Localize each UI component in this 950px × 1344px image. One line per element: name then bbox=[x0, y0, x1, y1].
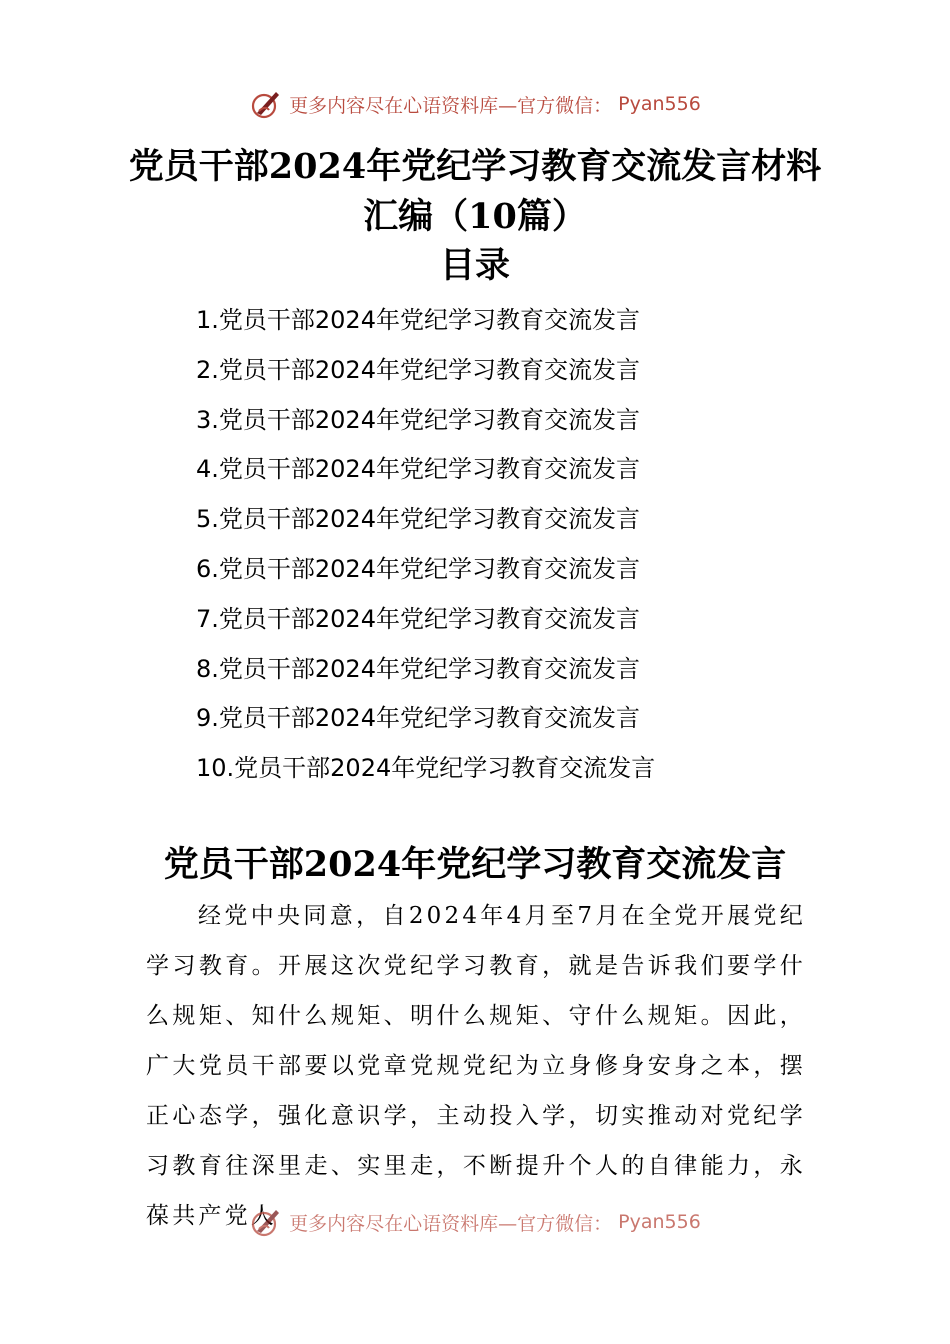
toc-item[interactable]: 9.党员干部2024年党纪学习教育交流发言 bbox=[196, 704, 640, 733]
toc-item[interactable]: 5.党员干部2024年党纪学习教育交流发言 bbox=[196, 505, 640, 534]
toc-item[interactable]: 3.党员干部2024年党纪学习教育交流发言 bbox=[196, 405, 640, 434]
toc-item[interactable]: 1.党员干部2024年党纪学习教育交流发言 bbox=[196, 306, 640, 334]
table-of-contents bbox=[196, 296, 655, 794]
toc-item[interactable]: 4.党员干部2024年党纪学习教育交流发言 bbox=[196, 455, 640, 484]
watermark-text: 更多内容尽在心语资料库—官方微信： bbox=[289, 94, 613, 117]
article-body: 经党中央同意，自2024年4月至7月在全党开展党纪学习教育。开展这次党纪学习教育，就是告诉我们要学什么规矩、知什么规矩、明什么规矩、守什么规矩。因此，广大党员干部要以党章党规党纪为立身修身安身之本，摆正心态学，强化意识学，主动投入学，切实推动对党纪学习教育往深里走、实里走，不断提升个人的自律能力，永葆共产党人 bbox=[146, 903, 806, 1229]
toc-item[interactable]: 10.党员干部2024年党纪学习教育交流发言 bbox=[196, 754, 656, 783]
article-title: 党员干部2024年党纪学习教育交流发言 bbox=[163, 844, 787, 885]
watermark-wechat-id: Pyan556 bbox=[618, 93, 701, 115]
pen-logo-icon bbox=[249, 1205, 283, 1239]
toc-item[interactable]: 2.党员干部2024年党纪学习教育交流发言 bbox=[196, 355, 640, 384]
toc-item[interactable]: 8.党员干部2024年党纪学习教育交流发言 bbox=[196, 654, 640, 683]
toc-heading: 目录 bbox=[439, 245, 510, 286]
footer-watermark bbox=[0, 1202, 950, 1242]
toc-item[interactable]: 7.党员干部2024年党纪学习教育交流发言 bbox=[196, 604, 640, 633]
watermark-wechat-id: Pyan556 bbox=[618, 1211, 701, 1233]
toc-item[interactable]: 6.党员干部2024年党纪学习教育交流发言 bbox=[196, 554, 640, 583]
watermark-text: 更多内容尽在心语资料库—官方微信： bbox=[289, 1212, 613, 1235]
pen-logo-icon bbox=[249, 87, 283, 121]
document-title: 党员干部2024年党纪学习教育交流发言材料汇编（10篇） bbox=[128, 146, 822, 237]
header-watermark bbox=[0, 84, 950, 124]
